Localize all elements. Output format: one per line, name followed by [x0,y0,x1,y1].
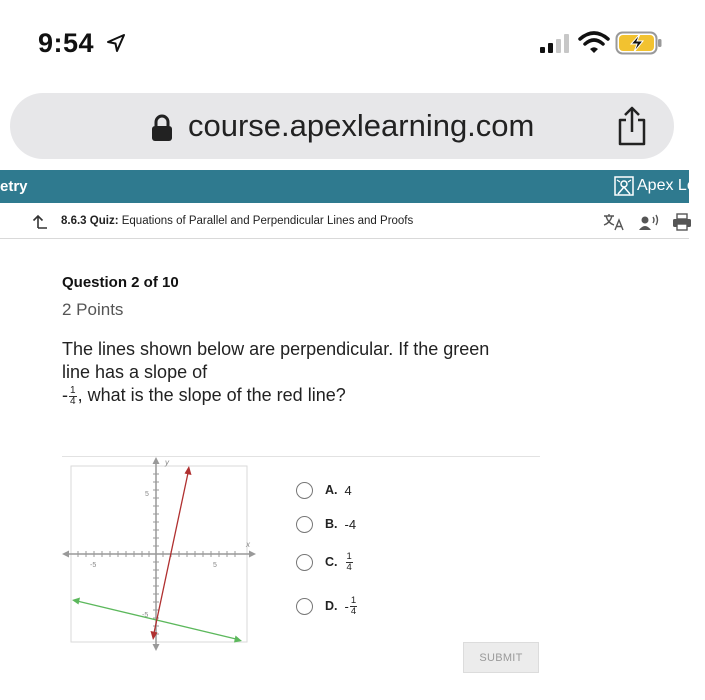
question-line-3 [62,384,532,407]
tick-label-y-pos: 5 [145,491,149,498]
apex-brand: Apex Lea [637,177,705,194]
question-line-2: line has a slope of [62,362,208,382]
y-axis-label: y [165,458,169,467]
battery-charging-icon [615,30,663,56]
choice-c-letter: C. [325,555,338,569]
choice-d-value [345,596,359,617]
choice-c-numerator: 1 [346,550,352,562]
arrow-up-icon[interactable] [32,213,48,229]
tick-label-y-neg: -5 [142,612,149,619]
tick-label-x-neg: -5 [90,562,97,569]
question-line-1: The lines shown below are perpendicular. If the green [62,339,490,359]
choice-b-value: -4 [344,516,357,532]
choice-b-radio[interactable] [296,516,313,533]
choice-c-value [345,552,354,573]
tick-label-x-pos: 5 [213,562,217,569]
x-axis-arrow-left [62,551,69,558]
course-title[interactable]: etry [0,178,28,195]
choice-c-radio[interactable] [296,554,313,571]
slope-sign: - [62,385,68,405]
choice-d[interactable] [296,592,358,620]
x-axis-label: x [246,540,250,549]
question-points: 2 Points [62,300,124,319]
location-arrow-icon [106,33,126,53]
choice-a-value: 4 [344,482,352,498]
choice-c-denominator: 4 [346,561,352,573]
quiz-code: 8.6.3 [61,215,87,227]
print-icon[interactable] [672,213,692,231]
signal-icon [539,33,571,53]
slope-numerator: 1 [70,384,76,396]
x-axis-arrow-right [249,551,256,558]
share-icon[interactable] [615,106,649,146]
question-number: Question 2 of 10 [62,274,179,291]
wifi-icon [578,30,610,54]
choice-d-radio[interactable] [296,598,313,615]
choice-d-numerator: 1 [350,594,357,606]
slope-fraction [69,386,77,407]
url-text[interactable]: course.apexlearning.com [188,108,535,143]
choice-d-denominator: 4 [350,605,357,617]
slope-denominator: 4 [70,395,76,407]
question-line-3-text: , what is the slope of the red line? [77,385,346,405]
choice-a-radio[interactable] [296,482,313,499]
choice-b-letter: B. [325,517,338,531]
submit-button[interactable]: SUBMIT [463,642,539,673]
choice-d-sign: - [344,598,349,614]
apex-logo-icon [614,176,634,196]
status-time: 9:54 [38,28,95,58]
coordinate-graph [62,457,256,651]
y-axis-arrow-up [153,457,160,464]
choice-d-letter: D. [325,599,338,613]
choice-c[interactable] [296,548,354,576]
choice-c-fraction [346,552,353,573]
choice-a[interactable] [296,476,352,504]
quiz-word: Quiz: [89,215,119,227]
choice-a-letter: A. [325,483,338,497]
y-axis-arrow-down [153,644,160,651]
lock-icon [150,114,174,142]
choice-d-fraction [350,596,357,617]
translate-icon[interactable] [603,213,625,231]
audio-icon[interactable] [638,213,660,231]
quiz-name: Equations of Parallel and Perpendicular Lines and Proofs [121,215,414,227]
apex-header-bar [0,170,689,203]
choice-b[interactable] [296,510,356,538]
quiz-title [61,215,413,227]
question-text [62,338,532,407]
